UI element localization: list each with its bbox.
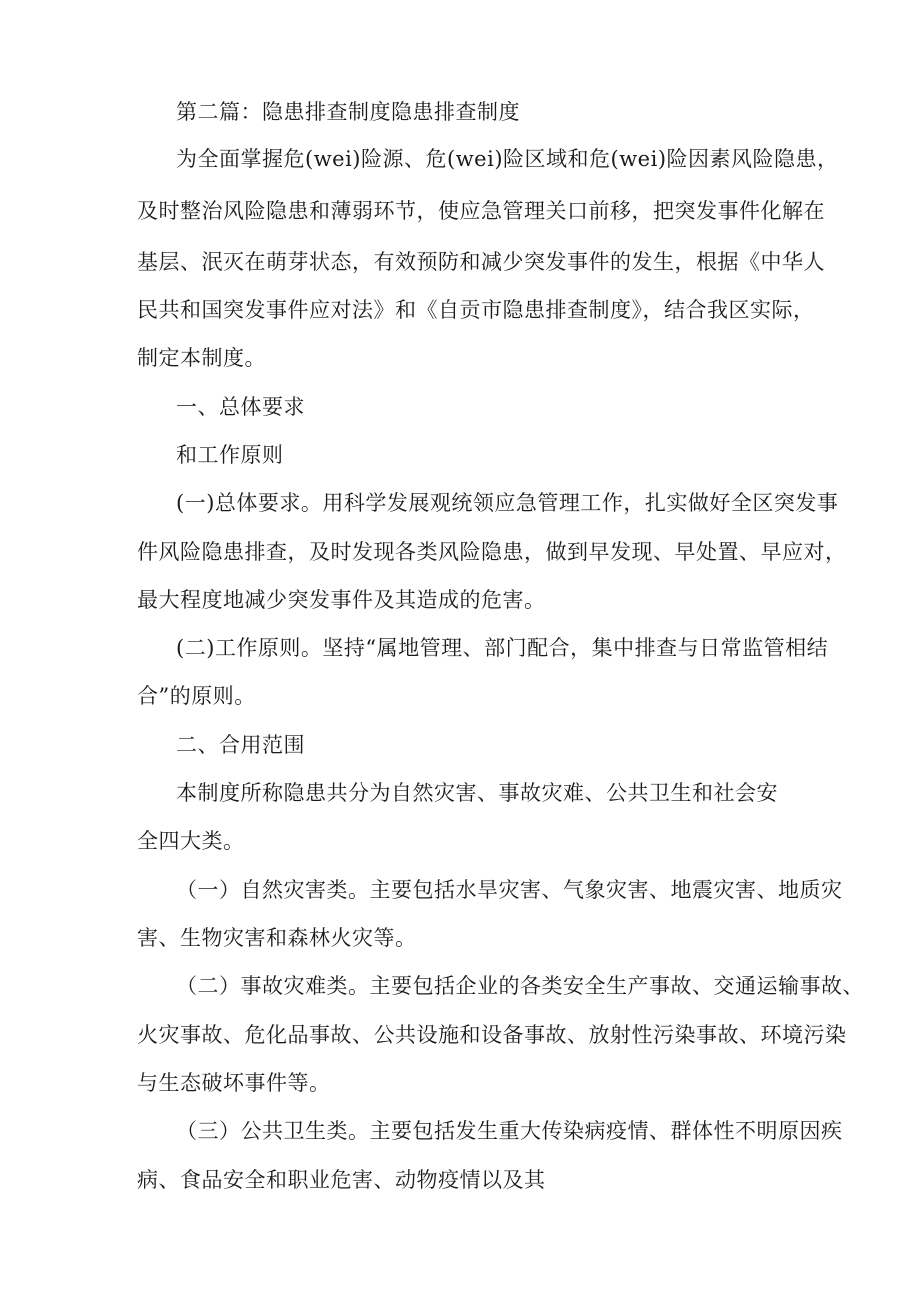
document-heading: 第二篇：隐患排查制度隐患排查制度 — [176, 100, 520, 124]
paragraph-line: 民共和国突发事件应对法》和《自贡市隐患排查制度》，结合我区实际， — [137, 298, 815, 322]
paragraph-line: （二）事故灾难类。主要包括企业的各类安全生产事故、交通运输事故、 — [176, 974, 864, 998]
section-heading: 和工作原则 — [176, 443, 284, 467]
section-heading: 一、总体要求 — [176, 395, 305, 419]
paragraph-line: （一）自然灾害类。主要包括水旱灾害、气象灾害、地震灾害、地质灾 — [176, 878, 843, 902]
paragraph-line: 制定本制度。 — [137, 346, 266, 370]
paragraph-line: 病、食品安全和职业危害、动物疫情以及其 — [137, 1168, 546, 1192]
paragraph-line: 害、生物灾害和森林火灾等。 — [137, 926, 417, 950]
paragraph-line: 为全面掌握危(wei)险源、危(wei)险区域和危(wei)险因素风险隐患， — [176, 147, 839, 171]
paragraph-line: 火灾事故、危化品事故、公共设施和设备事故、放射性污染事故、环境污染 — [137, 1023, 847, 1047]
paragraph-line: （三）公共卫生类。主要包括发生重大传染病疫情、群体性不明原因疾 — [176, 1119, 843, 1143]
paragraph-line: 最大程度地减少突发事件及其造成的危害。 — [137, 588, 546, 612]
paragraph-line: 基层、泯灭在萌芽状态，有效预防和减少突发事件的发生，根据《中华人 — [137, 250, 825, 274]
section-heading: 二、合用范围 — [176, 733, 305, 757]
paragraph-line: 及时整治风险隐患和薄弱环节，使应急管理关口前移，把突发事件化解在 — [137, 199, 825, 223]
paragraph-line: 件风险隐患排查，及时发现各类风险隐患，做到早发现、早处置、早应对， — [137, 540, 847, 564]
paragraph-line: 与生态破坏事件等。 — [137, 1071, 331, 1095]
paragraph-line: 本制度所称隐患共分为自然灾害、事故灾难、公共卫生和社会安 — [176, 781, 778, 805]
paragraph-line: 合”的原则。 — [137, 684, 256, 708]
paragraph-line: (二)工作原则。坚持“属地管理、部门配合，集中排查与日常监管相结 — [176, 636, 829, 660]
paragraph-line: 全四大类。 — [137, 829, 245, 853]
paragraph-line: (一)总体要求。用科学发展观统领应急管理工作，扎实做好全区突发事 — [176, 491, 839, 515]
